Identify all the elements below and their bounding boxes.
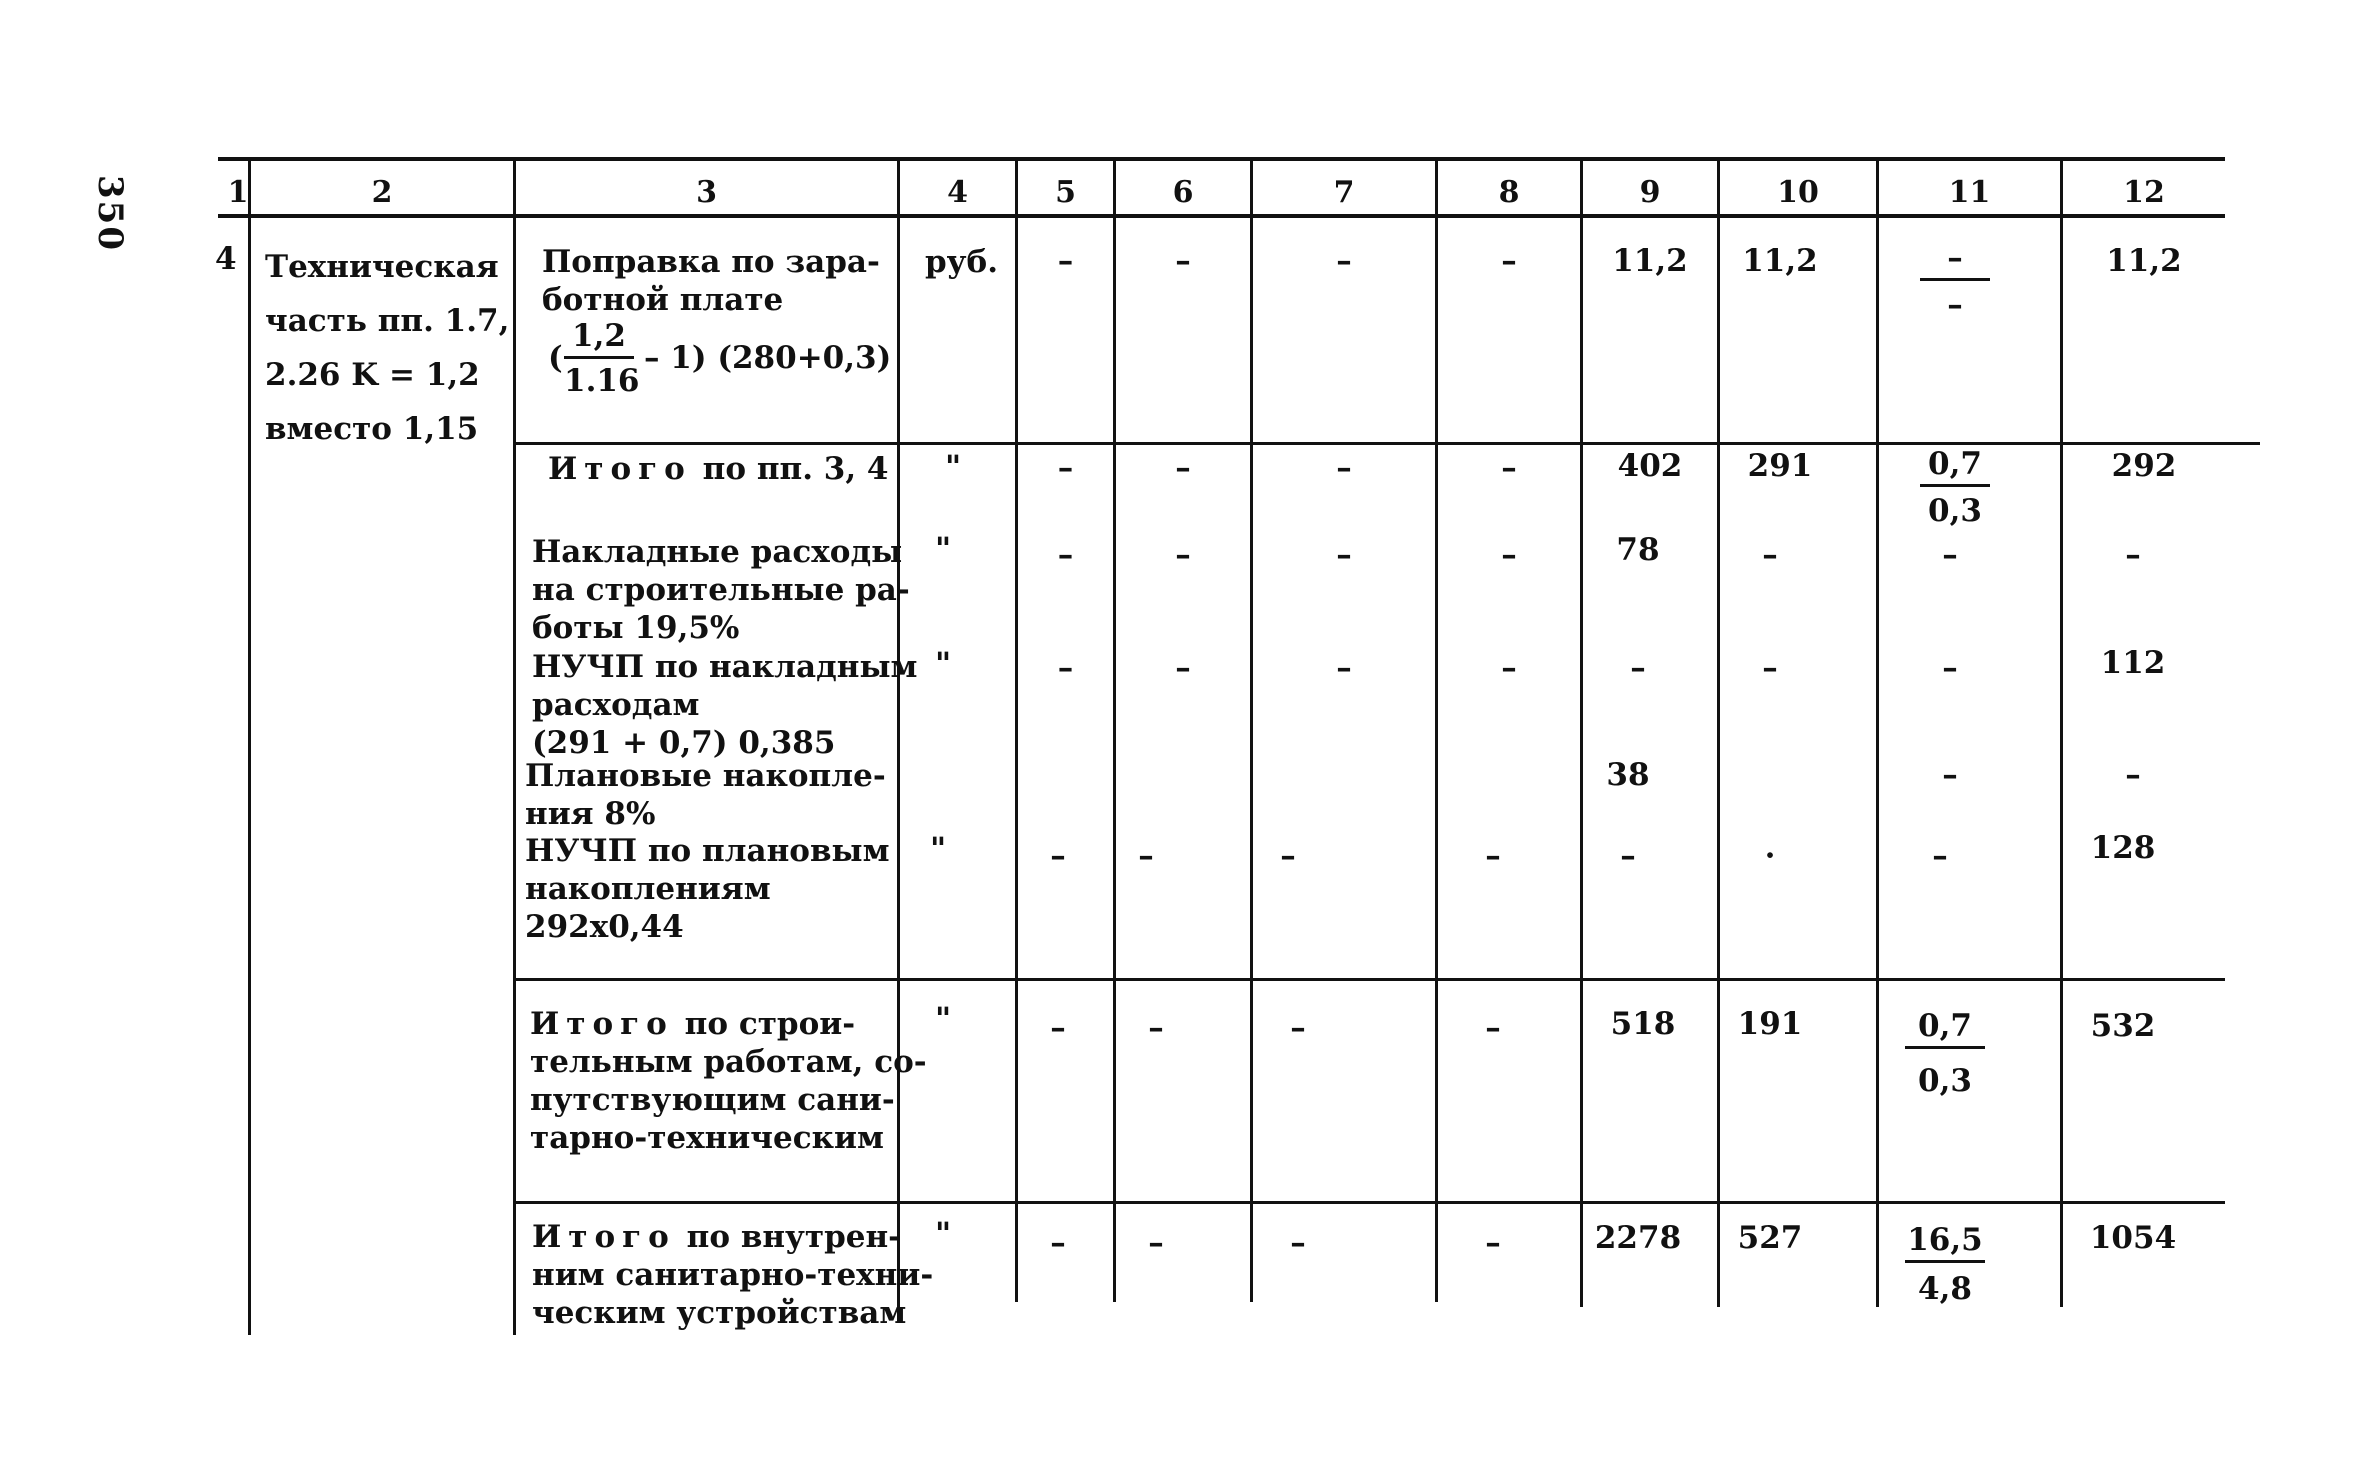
col-header-8: 8 (1498, 175, 1520, 210)
cell-col10: 527 (1737, 1220, 1803, 1256)
fraction-numerator: 0,7 (1905, 1008, 1985, 1049)
row-label-line: накоплениям (525, 871, 771, 907)
col-header-1: 1 (227, 175, 249, 210)
cell-col6: – (1175, 450, 1191, 486)
col-sep-10 (1876, 157, 1879, 1307)
formula-denominator: 1.16 (564, 363, 640, 399)
row-label-line: боты 19,5% (532, 610, 740, 646)
cell-col7: – (1336, 537, 1352, 573)
cell-col5: – (1057, 537, 1074, 573)
cell-col10: 191 (1737, 1006, 1803, 1042)
col-header-9: 9 (1639, 175, 1661, 210)
item-description-line: 2.26 K = 1,2 (265, 357, 480, 393)
row-label-spaced: Итого (530, 1006, 674, 1042)
fraction-numerator: – (1920, 240, 1990, 281)
cell-col12: 128 (2090, 830, 2156, 866)
row-label-line: НУЧП по плановым (525, 833, 890, 869)
col-sep-4 (1015, 157, 1018, 1302)
item-description (265, 240, 509, 456)
cell-col8: – (1501, 650, 1517, 686)
row-label-rest: по пп. 3, 4 (702, 451, 889, 487)
cell-col9: 11,2 (1612, 243, 1688, 279)
cell-col11-fraction (1920, 446, 1990, 529)
cell-col9: 38 (1606, 757, 1650, 793)
row-label (548, 450, 889, 488)
table-top-rule (218, 157, 2225, 161)
cell-col5: – (1050, 1010, 1066, 1046)
row-label-line: ния 8% (525, 796, 656, 832)
row-label-line: Плановые накопле- (525, 758, 886, 794)
cell-col10: 291 (1747, 448, 1813, 484)
row-label-line: (291 + 0,7) 0,385 (532, 725, 836, 761)
cell-col6: – (1148, 1225, 1164, 1261)
cell-col7: – (1280, 838, 1296, 874)
cell-col11: – (1942, 537, 1958, 573)
row-label-line: НУЧП по накладным (532, 649, 918, 685)
col-header-12: 12 (2123, 175, 2165, 210)
cell-col11-fraction (1905, 1222, 1985, 1307)
row-label-line: на строительные ра- (532, 572, 910, 608)
cell-col10: · (1764, 838, 1776, 874)
cell-col8: – (1501, 450, 1517, 486)
cell-col9: 78 (1616, 532, 1660, 568)
row-label-line: ческим устройствам (532, 1295, 907, 1331)
row-label (530, 1005, 927, 1157)
row-label-spaced: Итого (548, 451, 692, 487)
col-header-11: 11 (1948, 175, 1991, 210)
item-description-line: часть пп. 1.7, (265, 303, 510, 339)
col-sep-2 (513, 157, 516, 1335)
row-rule-1 (515, 442, 2260, 445)
col-sep-9 (1717, 157, 1720, 1307)
fraction-denominator: 0,3 (1918, 1063, 1972, 1099)
col-sep-6 (1250, 157, 1253, 1302)
cell-col6: – (1175, 537, 1191, 573)
fraction-numerator: 16,5 (1905, 1222, 1985, 1263)
cell-col10: 11,2 (1742, 243, 1818, 279)
cell-col12: 112 (2100, 645, 2166, 681)
unit-cell: " (935, 1216, 952, 1252)
col-header-10: 10 (1777, 175, 1819, 210)
cell-col6: – (1175, 243, 1191, 279)
row-label-line: расходам (532, 687, 700, 723)
col-sep-8 (1580, 157, 1583, 1307)
cell-col7: – (1336, 650, 1352, 686)
row-rule-3 (515, 1201, 2225, 1204)
row-label (542, 243, 880, 319)
cell-col7: – (1336, 243, 1352, 279)
cell-col7: – (1336, 450, 1352, 486)
row-rule-2 (515, 978, 2225, 981)
col-sep-7 (1435, 157, 1438, 1302)
row-label-rest: по внутрен- (686, 1219, 902, 1255)
cell-col10: – (1762, 650, 1778, 686)
col-header-3: 3 (696, 175, 717, 210)
cell-col5: – (1057, 450, 1074, 486)
fraction-denominator: 4,8 (1918, 1271, 1972, 1307)
row-label-line: тарно-техническим (530, 1120, 884, 1156)
col-header-4: 4 (947, 175, 968, 210)
row-label (532, 648, 917, 762)
cell-col9: – (1620, 838, 1636, 874)
unit-cell: " (930, 831, 947, 867)
row-label-line: Поправка по зара- (542, 244, 880, 280)
cell-col11-fraction (1920, 240, 1990, 323)
row-label (525, 832, 890, 946)
col-header-6: 6 (1172, 175, 1194, 210)
cell-col5: – (1057, 243, 1074, 279)
page-number: 350 (90, 175, 130, 252)
unit-cell: руб. (925, 244, 998, 280)
formula-numerator: 1,2 (564, 318, 634, 359)
cell-col8: – (1485, 1225, 1501, 1261)
row-label-line: 292x0,44 (525, 909, 684, 945)
unit-cell: " (945, 449, 962, 485)
cell-col12: 1054 (2089, 1220, 2177, 1256)
item-number: 4 (215, 241, 237, 277)
cell-col12: 532 (2090, 1008, 2156, 1044)
row-label (532, 533, 910, 647)
row-label-line: ботной плате (542, 282, 784, 318)
row-label (532, 1218, 933, 1332)
cell-col5: – (1050, 1225, 1066, 1261)
cell-col8: – (1501, 537, 1517, 573)
col-header-5: 5 (1055, 175, 1076, 210)
row-label-line: тельным работам, со- (530, 1044, 927, 1080)
header-bottom-rule (218, 214, 2225, 218)
cell-col6: – (1148, 1010, 1164, 1046)
formula-rest: – 1) (280+0,3) (644, 340, 892, 376)
fraction-denominator: 0,3 (1928, 493, 1982, 529)
col-sep-1 (248, 157, 251, 1335)
cell-col12: – (2125, 537, 2141, 573)
cell-col6: – (1138, 838, 1154, 874)
cell-col12: 11,2 (2106, 243, 2182, 279)
unit-cell: " (935, 531, 952, 567)
row-label-line: путствующим сани- (530, 1082, 895, 1118)
cell-col8: – (1485, 838, 1501, 874)
cell-col6: – (1175, 650, 1191, 686)
row-label-rest: по строи- (684, 1006, 856, 1042)
fraction-denominator: – (1947, 287, 1963, 323)
col-header-7: 7 (1333, 175, 1355, 210)
cell-col5: – (1057, 650, 1074, 686)
cell-col7: – (1290, 1225, 1306, 1261)
cell-col12: – (2125, 757, 2141, 793)
row-label-line: ним санитарно-техни- (532, 1257, 934, 1293)
cell-col11: – (1942, 757, 1958, 793)
unit-cell: " (935, 646, 952, 682)
cell-col8: – (1501, 243, 1517, 279)
cell-col11: – (1932, 838, 1948, 874)
cell-col7: – (1290, 1010, 1306, 1046)
cell-col11-fraction (1905, 1008, 1985, 1099)
cell-col9: 402 (1617, 448, 1683, 484)
row-label-line: Накладные расходы (532, 534, 903, 570)
row-label-spaced: Итого (532, 1219, 676, 1255)
fraction-numerator: 0,7 (1920, 446, 1990, 487)
item-description-line: Техническая (265, 249, 499, 285)
unit-cell: " (935, 1001, 952, 1037)
item-description-line: вместо 1,15 (265, 411, 479, 447)
col-sep-5 (1113, 157, 1116, 1302)
cell-col12: 292 (2111, 448, 2177, 484)
row-label (525, 757, 886, 833)
cell-col8: – (1485, 1010, 1501, 1046)
cell-col5: – (1050, 838, 1066, 874)
col-header-2: 2 (371, 175, 393, 210)
col-sep-11 (2060, 157, 2063, 1307)
cell-col9: 518 (1610, 1006, 1676, 1042)
cell-col10: – (1762, 537, 1778, 573)
cell-col9: 2278 (1594, 1220, 1682, 1256)
cell-col11: – (1942, 650, 1958, 686)
cell-col9: – (1630, 650, 1646, 686)
